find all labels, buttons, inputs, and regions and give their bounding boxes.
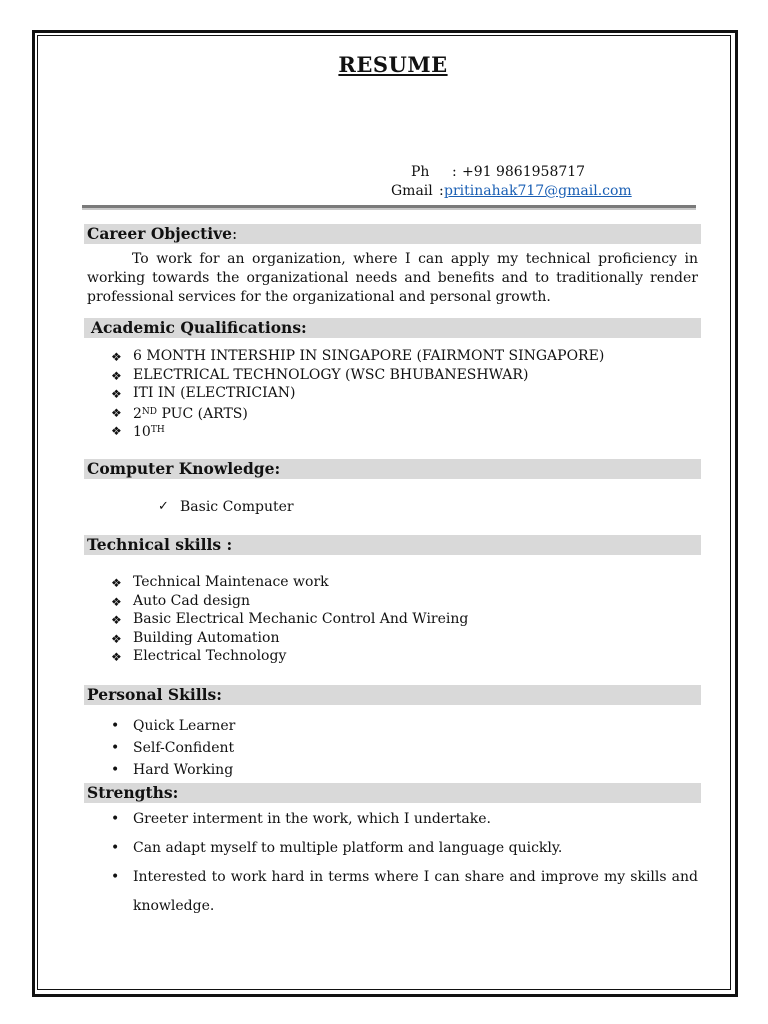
computer-knowledge-heading: Computer Knowledge:	[84, 459, 701, 479]
list-item	[133, 403, 248, 423]
list-item-number: 2	[133, 406, 142, 422]
list-item: Building Automation	[133, 630, 280, 646]
diamond-bullet-icon: ❖	[111, 595, 122, 609]
list-item: Auto Cad design	[133, 593, 250, 609]
email-label: Gmail	[391, 183, 433, 199]
list-item: Self-Confident	[133, 740, 235, 756]
list-item: Technical Maintenace work	[133, 574, 329, 590]
career-objective-text: To work for an organization, where I can apply my technical proficiency in working towards the organizational needs and benefits and to traditionally render professional services for the organizational and personal growth.	[87, 251, 698, 305]
round-bullet-icon: •	[111, 762, 120, 778]
round-bullet-icon: •	[111, 869, 120, 885]
list-item-continuation: knowledge.	[133, 898, 215, 914]
strengths-heading: Strengths:	[84, 783, 701, 803]
list-item: ELECTRICAL TECHNOLOGY (WSC BHUBANESHWAR)	[133, 367, 529, 383]
list-item-rest: PUC (ARTS)	[157, 406, 248, 422]
round-bullet-icon: •	[111, 840, 120, 856]
list-item: 6 MONTH INTERSHIP IN SINGAPORE (FAIRMONT SINGAPORE)	[133, 348, 605, 364]
list-item: ITI IN (ELECTRICIAN)	[133, 385, 296, 401]
list-item: Hard Working	[133, 762, 234, 778]
technical-skills-heading: Technical skills :	[84, 535, 701, 555]
list-item: Basic Computer	[180, 499, 294, 515]
list-item: Electrical Technology	[133, 648, 287, 664]
diamond-bullet-icon: ❖	[111, 369, 122, 383]
email-separator: :	[439, 183, 444, 199]
check-bullet-icon: ✓	[158, 499, 169, 514]
header-divider-shadow	[82, 208, 696, 210]
list-item-number: 10	[133, 424, 151, 440]
round-bullet-icon: •	[111, 718, 120, 734]
diamond-bullet-icon: ❖	[111, 632, 122, 646]
phone-separator: :	[452, 164, 457, 180]
email-link[interactable]: pritinahak717@gmail.com	[444, 183, 632, 199]
diamond-bullet-icon: ❖	[111, 424, 122, 438]
resume-title: RESUME	[338, 52, 448, 77]
ordinal-suffix: TH	[150, 425, 165, 435]
phone-label: Ph	[411, 164, 430, 180]
career-objective-heading-text: Career Objective	[87, 224, 232, 243]
career-objective-heading-colon: :	[232, 225, 238, 243]
diamond-bullet-icon: ❖	[111, 350, 122, 364]
academic-heading: Academic Qualifications:	[84, 318, 701, 338]
phone-value: +91 9861958717	[462, 164, 586, 180]
round-bullet-icon: •	[111, 740, 120, 756]
diamond-bullet-icon: ❖	[111, 613, 122, 627]
career-objective-heading	[84, 224, 701, 244]
personal-skills-heading: Personal Skills:	[84, 685, 701, 705]
ordinal-suffix: ND	[141, 407, 158, 417]
diamond-bullet-icon: ❖	[111, 650, 122, 664]
round-bullet-icon: •	[111, 811, 120, 827]
diamond-bullet-icon: ❖	[111, 387, 122, 401]
list-item: Quick Learner	[133, 718, 236, 734]
diamond-bullet-icon: ❖	[111, 576, 122, 590]
list-item: Greeter interment in the work, which I undertake.	[133, 811, 491, 827]
list-item: Can adapt myself to multiple platform and language quickly.	[133, 840, 563, 856]
list-item: Basic Electrical Mechanic Control And Wireing	[133, 611, 469, 627]
diamond-bullet-icon: ❖	[111, 406, 122, 420]
list-item: Interested to work hard in terms where I can share and improve my skills and	[133, 869, 698, 885]
list-item	[133, 421, 165, 441]
